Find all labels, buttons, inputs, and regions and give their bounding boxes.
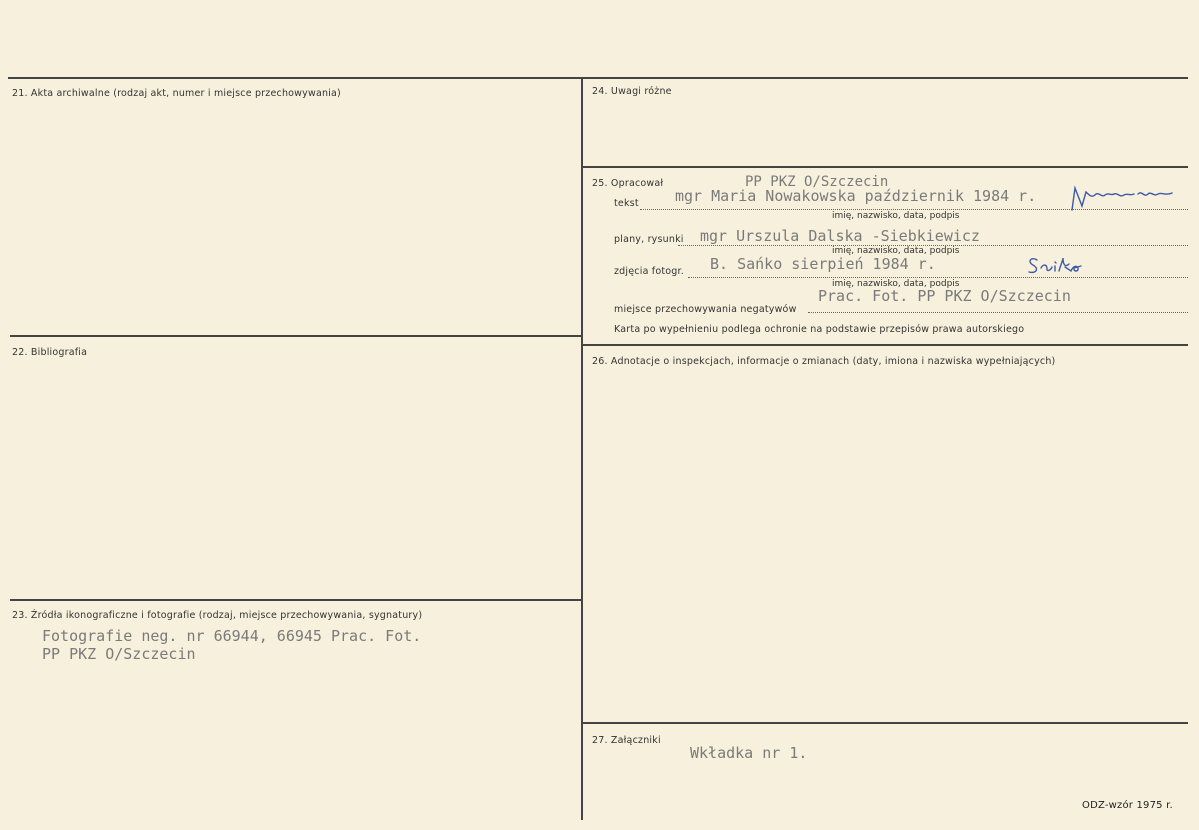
tekst-caption: imię, nazwisko, data, podpis xyxy=(832,211,960,221)
section-23-label: 23. Źródła ikonograficzne i fotografie (rodzaj, miejsce przechowywania, sygnatury) xyxy=(12,610,423,621)
section-27-value: Wkładka nr 1. xyxy=(690,744,808,762)
miejsce-label: miejsce przechowywania negatywów xyxy=(614,304,797,315)
tekst-value: mgr Maria Nowakowska październik 1984 r. xyxy=(675,187,1037,205)
plany-label: plany, rysunki xyxy=(614,234,684,245)
copyright-note: Karta po wypełnieniu podlega ochronie na podstawie przepisów prawa autorskiego xyxy=(614,324,1025,335)
plany-value: mgr Urszula Dalska -Siebkiewicz xyxy=(700,227,980,245)
section-21-label: 21. Akta archiwalne (rodzaj akt, numer i miejsce przechowywania) xyxy=(12,88,341,99)
miejsce-dotted-line xyxy=(808,312,1188,313)
zdjecia-signature xyxy=(1025,254,1100,280)
zdjecia-dotted-line xyxy=(688,277,1188,278)
section-25-organization: PP PKZ O/Szczecin xyxy=(745,174,889,190)
tekst-signature xyxy=(1068,184,1178,216)
zdjecia-caption: imię, nazwisko, data, podpis xyxy=(832,279,960,289)
section-22-label: 22. Bibliografia xyxy=(12,347,88,358)
divider-21-22 xyxy=(10,335,581,337)
tekst-label: tekst xyxy=(614,198,639,209)
miejsce-value: Prac. Fot. PP PKZ O/Szczecin xyxy=(818,287,1071,305)
section-23-line-1: Fotografie neg. nr 66944, 66945 Prac. Fot. xyxy=(42,627,422,645)
zdjecia-value: B. Sańko sierpień 1984 r. xyxy=(710,255,936,273)
section-24-label: 24. Uwagi różne xyxy=(592,86,672,97)
divider-22-23 xyxy=(10,599,581,601)
plany-caption: imię, nazwisko, data, podpis xyxy=(832,246,960,256)
divider-24-25 xyxy=(583,166,1188,168)
top-rule xyxy=(8,77,1188,79)
section-25-label: 25. Opracował xyxy=(592,178,664,189)
form-version-label: ODZ-wzór 1975 r. xyxy=(1082,800,1173,811)
section-26-label: 26. Adnotacje o inspekcjach, informacje o zmianach (daty, imiona i nazwiska wypełniających) xyxy=(592,356,1056,367)
divider-26-27 xyxy=(583,722,1188,724)
divider-25-26 xyxy=(583,344,1188,346)
center-divider xyxy=(581,77,583,820)
section-23-line-2: PP PKZ O/Szczecin xyxy=(42,645,196,663)
section-27-label: 27. Załączniki xyxy=(592,735,661,746)
zdjecia-label: zdjęcia fotogr. xyxy=(614,266,684,277)
